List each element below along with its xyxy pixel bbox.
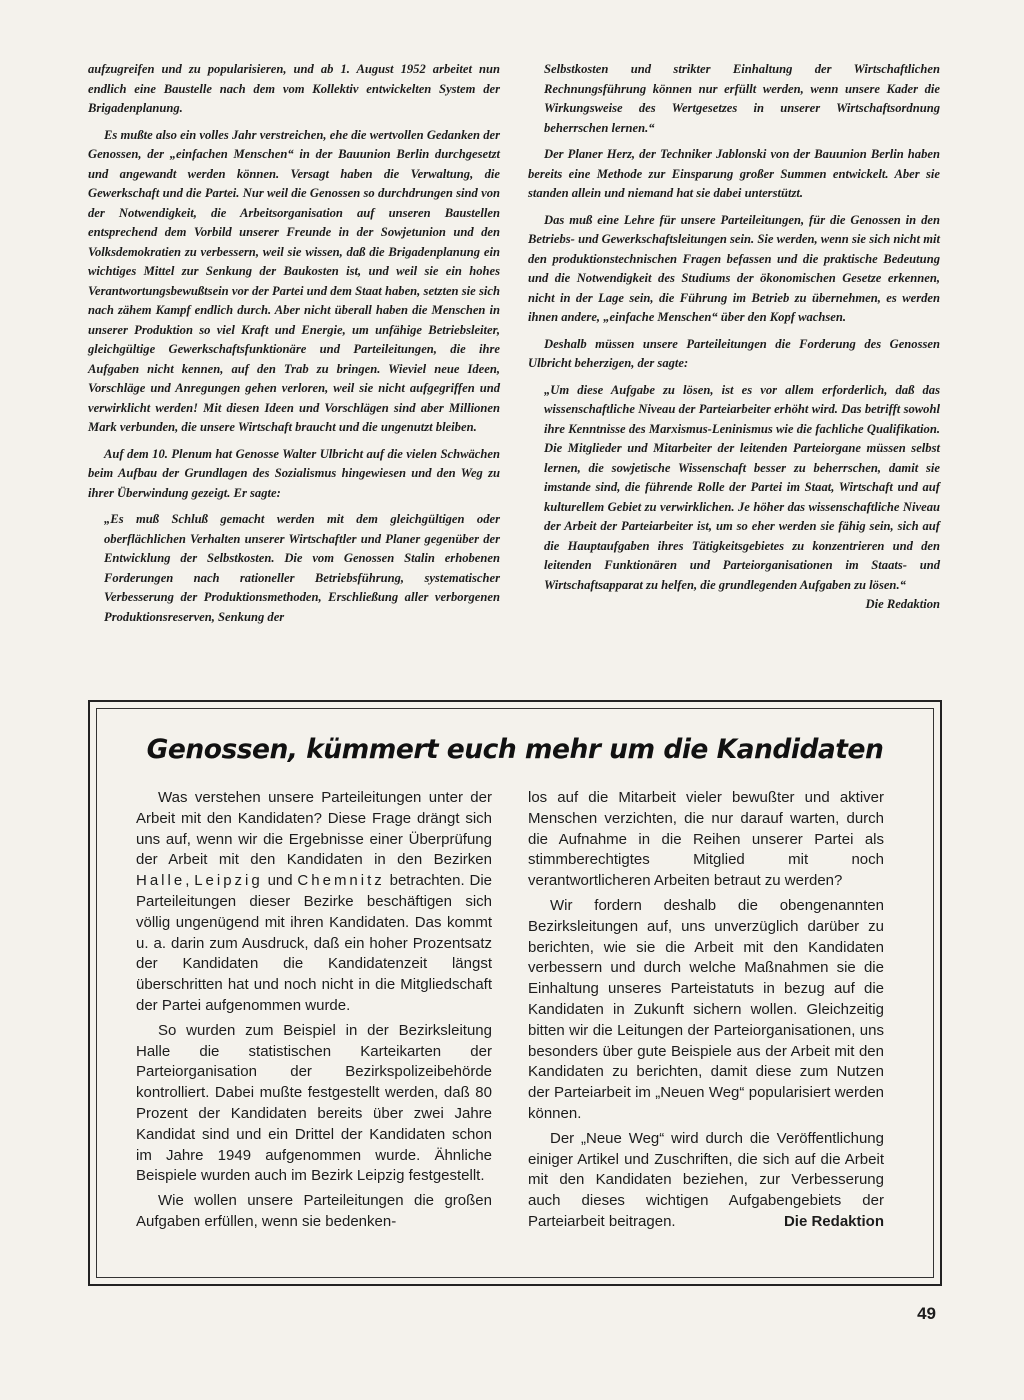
district-name: Chemnitz xyxy=(297,872,385,890)
paragraph xyxy=(528,1129,884,1233)
paragraph: Auf dem 10. Plenum hat Genosse Walter Ulbricht auf die vielen Schwächen beim Aufbau der Grundlagen des Sozialismus hingewiesen und den Weg zu ihrer Überwindung gezeigt. Er sagte: xyxy=(88,446,500,500)
top-article xyxy=(88,60,940,660)
paragraph: Was verstehen unsere Parteileitungen unter der Arbeit mit den Kandidaten? Diese Frage drängt sich uns auf, wenn wir die Ergebnisse einer Überprüfung der Arbeit mit den Kandidaten in den Bezirken Halle, Leipzig und Chemnitz betrachten. Die Parteileitungen dieser Bezirke beschäftigen sich völlig ungenügend mit ihren Kandidaten. Das kommt u. a. darin zum Ausdruck, daß ein hoher Prozentsatz der Kandidaten die Kandidatenzeit längst überschritten hat und noch nicht in die Mitgliedschaft der Partei aufgenommen wurde. xyxy=(136,789,492,1014)
paragraph-text: Was verstehen unsere Parteileitungen unter der Arbeit mit den Kandidaten? Diese Frage drängt sich uns auf, wenn wir die Ergebnisse einer Überprüfung der Arbeit mit den Kandidaten in den Bezirken xyxy=(136,789,492,869)
boxed-article-body xyxy=(136,788,884,1248)
paragraph: Wie wollen unsere Parteileitungen die großen Aufgaben erfüllen, wenn sie bedenken- xyxy=(136,1192,492,1230)
quote-text: „Um diese Aufgabe zu lösen, ist es vor allem erforderlich, daß das wissenschaftliche Niveau der Parteiarbeiter erhöht wird. Das betrifft sowohl ihre Kenntnisse des Marxismus-Leninismus wie die fachliche Qualifikation. Die Mitglieder und Mitarbeiter der leitenden Parteiorgane müssen selbst lernen, die sowjetische Wissenschaft besser zu beherrschen, damit sie imstande sind, die führende Rolle der Partei im Staat, Wirtschaft und auf kulturellem Gebiet zu verwirklichen. Je höher das wissenschaftliche Niveau der Arbeit der Parteiarbeiter ist, um so eher werden sie fähig sein, sich auf die Hauptaufgaben ihres Tätigkeitsgebietes zu konzentrieren und den leitenden Funktionären und Parteiorganisationen im Staats- und Wirtschaftsapparat zu helfen, die grundlegenden Aufgaben zu lösen.“ xyxy=(544,382,940,592)
paragraph: aufzugreifen und zu popularisieren, und ab 1. August 1952 arbeitet nun endlich eine Baustelle nach dem vom Kollektiv entwickelten System der Brigadenplanung. xyxy=(88,62,500,115)
paragraph: los auf die Mitarbeit vieler bewußter und aktiver Menschen verzichten, die nur darauf warten, durch die Aufnahme in die Reihen unserer Partei als stimmberechtigtes Mitglied mit noch verantwortlicheren Arbeiten betraut zu werden? xyxy=(528,789,884,890)
top-article-right-column xyxy=(528,60,940,660)
district-name: Leipzig xyxy=(194,872,263,890)
boxed-article-right-column xyxy=(528,788,884,1248)
boxed-article xyxy=(88,700,942,1286)
boxed-article-left-column xyxy=(136,788,492,1248)
page-number: 49 xyxy=(917,1304,936,1323)
paragraph: Der Planer Herz, der Techniker Jablonski von der Bauunion Berlin haben bereits eine Methode zur Einsparung großer Summen entwickelt. Aber sie standen allein und niemand hat sie dabei unterstützt. xyxy=(528,147,940,200)
paragraph: Es mußte also ein volles Jahr verstreichen, ehe die wertvollen Gedanken der Genossen, der „einfachen Menschen“ in der Bauunion Berlin durchgesetzt und angewandt werden können. Versagt haben die Verwaltung, die Gewerkschaft und die Partei. Nur weil die Genossen so durchdrungen sind von der Notwendigkeit, die Arbeitsorganisation auf unseren Baustellen entsprechend dem Vorbild unserer Freunde in der Sowjetunion und den Volksdemokratien zu verbessern, weil sie wissen, daß die Brigadenplanung ein wichtiges Mittel zur Senkung der Baukosten ist, und weil sie ein hohes Verantwortungsbewußtsein vor der Partei und dem Staat haben, setzten sie sich nach zähem Kampf endlich durch. Aber nicht überall haben die Menschen in unserer Produktion so viel Kraft und Energie, um unfähige Betriebsleiter, gleichgültige Gewerkschaftsfunktionäre und Parteileitungen, die ihre Aufgaben nicht kennen, auf den Trab zu bringen. Wieviel neue Ideen, Vorschläge und Anregungen gehen verloren, weil sie nicht aufgegriffen und verwirklicht werden! Mit diesen Ideen und Vorschlägen sind aber Millionen Mark verbunden, die unsere Wirtschaft braucht und die ungenutzt bleiben. xyxy=(88,127,500,434)
paragraph: So wurden zum Beispiel in der Bezirksleitung Halle die statistischen Karteikarten der Parteiorganisation der Bezirkspolizeibehörde kontrolliert. Dabei mußte festgestellt werden, daß 80 Prozent der Kandidaten bereits über zwei Jahre Kandidat sind und ein Drittel der Kandidaten schon im Jahre 1949 aufgenommen wurde. Ähnliche Beispiele wurden auch im Bezirk Leipzig festgestellt. xyxy=(136,1021,492,1185)
paragraph: Deshalb müssen unsere Parteileitungen die Forderung des Genossen Ulbricht beherzigen, der sagte: xyxy=(528,336,940,370)
boxed-article-headline: Genossen, kümmert euch mehr um die Kandidaten xyxy=(146,734,884,765)
paragraph-text: betrachten. Die Parteileitungen dieser Bezirke beschäftigen sich völlig ungenügend mit ihren Kandidaten. Das kommt u. a. darin zum Ausdruck, daß ein hoher Prozentsatz der Kandidaten die Kandidatenzeit längst überschritten hat und noch nicht in die Mitgliedschaft der Partei aufgenommen wurde. xyxy=(136,872,492,1014)
district-name: Halle xyxy=(136,872,186,890)
paragraph-text: und xyxy=(267,872,293,890)
boxed-article-signature: Die Redaktion xyxy=(783,1212,884,1230)
paragraph: Das muß eine Lehre für unsere Parteileitungen, für die Genossen in den Betriebs- und Gewerkschaftsleitungen sein. Sie werden, wenn sie sich nicht mit den produktionstechnischen Fragen befassen und die praktische Bedeutung und die Notwendigkeit des Studiums der ökonomischen Gesetze erkennen, nicht in der Lage sein, die Führung im Betrieb zu übernehmen, es werden ihnen andere, „einfache Menschen“ über den Kopf wachsen. xyxy=(528,212,940,324)
quote-paragraph: „Es muß Schluß gemacht werden mit dem gleichgültigen oder oberflächlichen Verhalten unserer Wirtschaftler und Planer gegenüber der Entwicklung der Selbstkosten. Die vom Genossen Stalin erhobenen Forderungen nach rationeller Betriebsführung, systematischer Verbesserung der Produktionsmethoden, Erschließung aller verborgenen Produktionsreserven, Senkung der xyxy=(104,512,500,624)
top-article-signature: Die Redaktion xyxy=(865,597,940,611)
paragraph-text: Der „Neue Weg“ wird durch die Veröffentlichung einiger Artikel und Zuschriften, die sich auf die Arbeit mit den Kandidaten beziehen, zur Verbesserung auch dieses wichtigen Aufgabengebiets der Parteiarbeit beitragen. xyxy=(528,1129,884,1230)
paragraph: Wir fordern deshalb die obengenannten Bezirksleitungen auf, uns unverzüglich darüber zu berichten, wie sie die Arbeit mit den Kandidaten verbessern und durch welche Maßnahmen sie die Einhaltung unseres Parteistatuts in bezug auf die Kandidaten in Zukunft sichern wollen. Gleichzeitig bitten wir die Leitungen der Parteiorganisationen, uns besonders über gute Beispiele aus der Arbeit mit den Kandidaten zu berichten, damit diese zum Nutzen der Parteiarbeit im „Neuen Weg“ popularisiert werden können. xyxy=(528,896,884,1122)
top-article-left-column xyxy=(88,60,500,660)
quote-paragraph: Selbstkosten und strikter Einhaltung der Wirtschaftlichen Rechnungsführung können nur erfüllt werden, wenn unsere Kader die Wirkungsweise des Wertgesetzes in unserer Wirtschaftsordnung beherrschen lernen.“ xyxy=(544,62,940,135)
quote-paragraph xyxy=(528,381,940,611)
